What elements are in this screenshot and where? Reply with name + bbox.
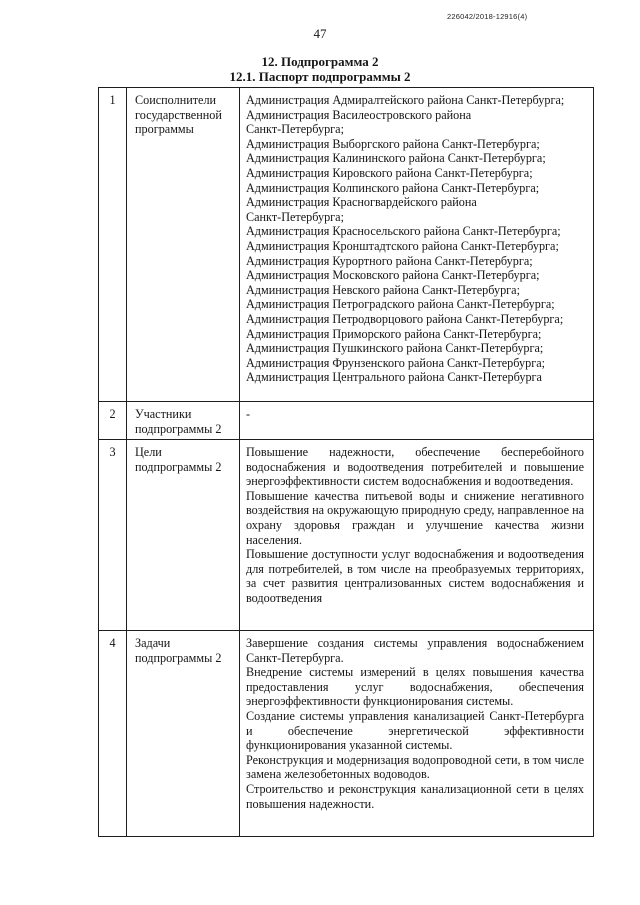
document-code: 226042/2018-12916(4) <box>447 12 528 21</box>
row-number: 3 <box>99 440 127 631</box>
table-row <box>99 88 594 402</box>
co-executor-line: Администрация Фрунзенского района Санкт-Петербурга; <box>246 355 545 370</box>
task-paragraph: Строительство и реконструкция канализационной сети в целях повышения надежности. <box>246 781 584 811</box>
row-content <box>240 88 594 402</box>
table-row <box>99 402 594 440</box>
row-content <box>240 631 594 837</box>
table-row <box>99 631 594 837</box>
co-executor-line: Администрация Невского района Санкт-Петербурга; <box>246 282 520 297</box>
co-executor-line: Администрация Курортного района Санкт-Петербурга; <box>246 253 533 268</box>
row-number: 4 <box>99 631 127 837</box>
co-executor-line: Администрация Кировского района Санкт-Петербурга; <box>246 165 533 180</box>
row-label: Задачи подпрограммы 2 <box>127 631 240 837</box>
co-executor-line: Администрация Петродворцового района Санкт-Петербурга; <box>246 311 564 326</box>
co-executor-line: Администрация Петроградского района Санкт-Петербурга; <box>246 297 555 312</box>
co-executor-line: Администрация Калининского района Санкт-Петербурга; <box>246 151 546 166</box>
section-title: 12. Подпрограмма 2 <box>261 54 379 69</box>
co-executor-line: Администрация Выборгского района Санкт-Петербурга; <box>246 136 540 151</box>
co-executor-line: Администрация Колпинского района Санкт-Петербурга; <box>246 180 540 195</box>
section-subtitle: 12.1. Паспорт подпрограммы 2 <box>229 69 411 84</box>
page-number: 47 <box>313 26 327 41</box>
co-executor-line: Санкт-Петербурга; <box>246 122 344 137</box>
co-executor-line: Администрация Приморского района Санкт-Петербурга; <box>246 326 542 341</box>
table-row <box>99 440 594 631</box>
co-executor-line: Администрация Красногвардейского района <box>246 195 477 210</box>
goal-paragraph: Повышение доступности услуг водоснабжения и водоотведения для потребителей, в том числе на преобразуемых территориях, за счет развития централизованных систем водоснабжения и водоотведения <box>246 547 584 605</box>
row-content: - <box>240 402 594 440</box>
task-paragraph: Создание системы управления канализацией Санкт-Петербурга и обеспечение энергетической эффективности функционирования указанной системы. <box>246 708 584 753</box>
row-label: Соисполнители государственной программы <box>127 88 240 402</box>
co-executor-line: Администрация Пушкинского района Санкт-Петербурга; <box>246 341 544 356</box>
row-content <box>240 440 594 631</box>
goal-paragraph: Повышение качества питьевой воды и снижение негативного воздействия на окружающую природную среду, направленное на охрану здоровья граждан и улучшение качества жизни населения. <box>246 488 584 547</box>
row-number: 1 <box>99 88 127 402</box>
task-paragraph: Внедрение системы измерений в целях повышения качества предоставления услуг водоснабжения, обеспечения энергоэффективности функционирования системы. <box>246 665 584 709</box>
task-paragraph: Завершение создания системы управления водоснабжением Санкт-Петербурга. <box>246 636 584 665</box>
co-executor-line: Администрация Адмиралтейского района Санкт-Петербурга; <box>246 93 565 107</box>
co-executor-line: Администрация Кронштадтского района Санкт-Петербурга; <box>246 238 559 253</box>
co-executor-line: Администрация Василеостровского района <box>246 107 472 122</box>
co-executor-line: Санкт-Петербурга; <box>246 209 344 224</box>
passport-table <box>98 87 594 837</box>
task-paragraph: Реконструкция и модернизация водопроводной сети, в том числе замена железобетонных водоводов. <box>246 752 584 782</box>
goal-paragraph: Повышение надежности, обеспечение бесперебойного водоснабжения и водоотведения потребителей и повышение энергоэффективности систем водоснабжения и водоотведения. <box>246 445 584 489</box>
row-label: Цели подпрограммы 2 <box>127 440 240 631</box>
co-executor-line: Администрация Центрального района Санкт-Петербурга <box>246 370 542 385</box>
row-number: 2 <box>99 402 127 440</box>
co-executor-line: Администрация Красносельского района Санкт-Петербурга; <box>246 224 561 239</box>
row-label: Участники подпрограммы 2 <box>127 402 240 440</box>
co-executor-line: Администрация Московского района Санкт-Петербурга; <box>246 268 540 283</box>
